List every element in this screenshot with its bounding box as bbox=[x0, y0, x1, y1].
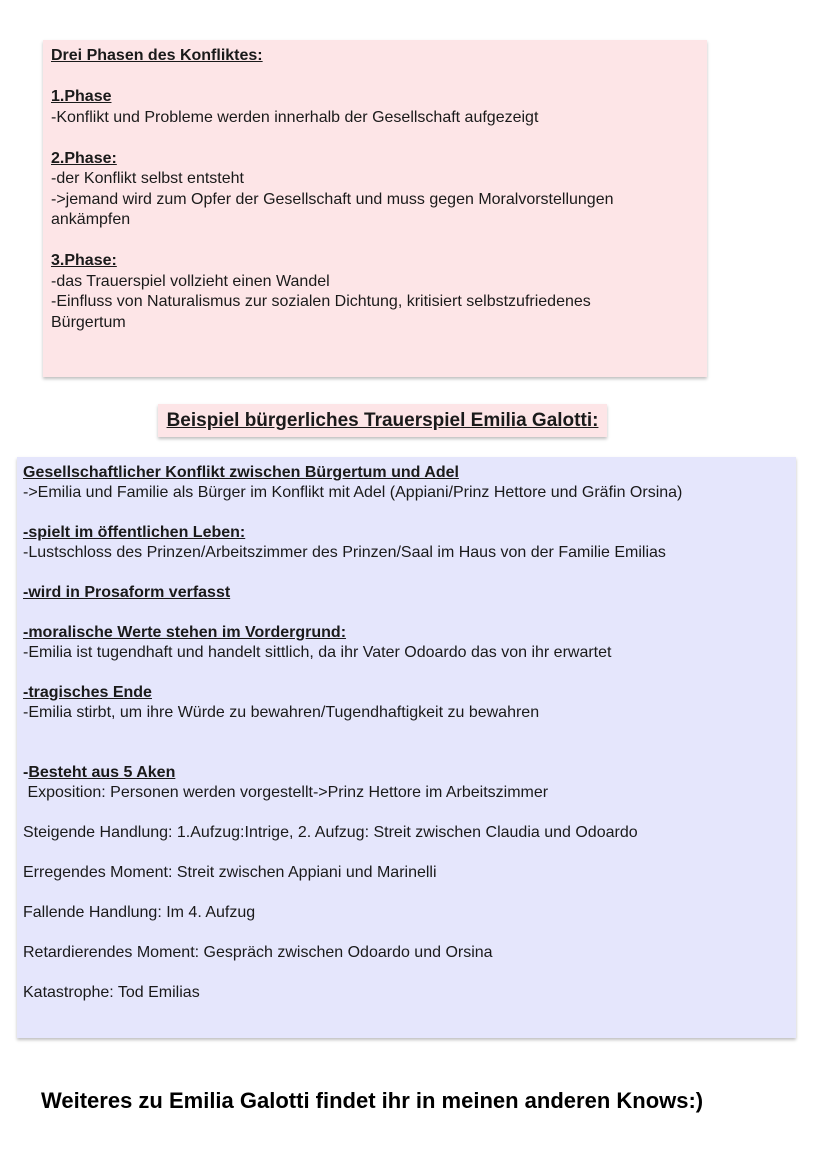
acts-heading-row bbox=[23, 763, 790, 783]
morals-heading: -moralische Werte stehen im Vordergrund: bbox=[23, 624, 347, 641]
phase3-line: -Einfluss von Naturalismus zur sozialen Dichtung, kritisiert selbstzufriedenes bbox=[51, 293, 591, 310]
act-line: Fallende Handlung: Im 4. Aufzug bbox=[23, 904, 256, 921]
phases-title: Drei Phasen des Konfliktes: bbox=[51, 47, 263, 64]
phase3-heading: 3.Phase: bbox=[51, 252, 117, 269]
phases-note bbox=[43, 40, 707, 377]
ending-heading: -tragisches Ende bbox=[23, 684, 152, 701]
phase1-line: -Konflikt und Probleme werden innerhalb der Gesellschaft aufgezeigt bbox=[51, 108, 539, 126]
act-line: Exposition: Personen werden vorgestellt->Prinz Hettore im Arbeitszimmer bbox=[23, 784, 549, 801]
footer-note: Weiteres zu Emilia Galotti findet ihr in meinen anderen Knows:) bbox=[41, 1088, 704, 1113]
example-title: Beispiel bürgerliches Trauerspiel Emilia Galotti: bbox=[158, 404, 607, 437]
act-line: Katastrophe: Tod Emilias bbox=[23, 984, 200, 1001]
acts-heading: Besteht aus 5 Aken bbox=[28, 764, 176, 781]
phase1-heading: 1.Phase bbox=[51, 88, 112, 105]
ending-text: -Emilia stirbt, um ihre Würde zu bewahren/Tugendhaftigkeit zu bewahren bbox=[23, 704, 540, 721]
setting-text: -Lustschloss des Prinzen/Arbeitszimmer des Prinzen/Saal im Haus von der Familie Emilias bbox=[23, 544, 666, 561]
conflict-heading: Gesellschaftlicher Konflikt zwischen Bürgertum und Adel bbox=[23, 464, 459, 481]
phase2-line: ->jemand wird zum Opfer der Gesellschaft und muss gegen Moralvorstellungen bbox=[51, 190, 614, 208]
example-note bbox=[17, 457, 796, 1038]
phase2-heading: 2.Phase: bbox=[51, 149, 117, 167]
morals-text: -Emilia ist tugendhaft und handelt sittlich, da ihr Vater Odoardo das von ihr erwartet bbox=[23, 644, 612, 661]
conflict-text: ->Emilia und Familie als Bürger im Konflikt mit Adel (Appiani/Prinz Hettore und Gräfin Orsina) bbox=[23, 484, 683, 501]
phase3-line: Bürgertum bbox=[51, 313, 126, 331]
acts-prefix: - bbox=[23, 764, 29, 781]
phase2-line: ankämpfen bbox=[51, 211, 131, 228]
phase2-line: -der Konflikt selbst entsteht bbox=[51, 170, 244, 187]
phase3-line: -das Trauerspiel vollzieht einen Wandel bbox=[51, 272, 330, 290]
act-line: Steigende Handlung: 1.Aufzug:Intrige, 2. Aufzug: Streit zwischen Claudia und Odoardo bbox=[23, 824, 638, 841]
act-line: Erregendes Moment: Streit zwischen Appiani und Marinelli bbox=[23, 864, 437, 881]
setting-heading: -spielt im öffentlichen Leben: bbox=[23, 524, 246, 541]
act-line: Retardierendes Moment: Gespräch zwischen Odoardo und Orsina bbox=[23, 944, 493, 961]
prose-heading: -wird in Prosaform verfasst bbox=[23, 584, 231, 601]
